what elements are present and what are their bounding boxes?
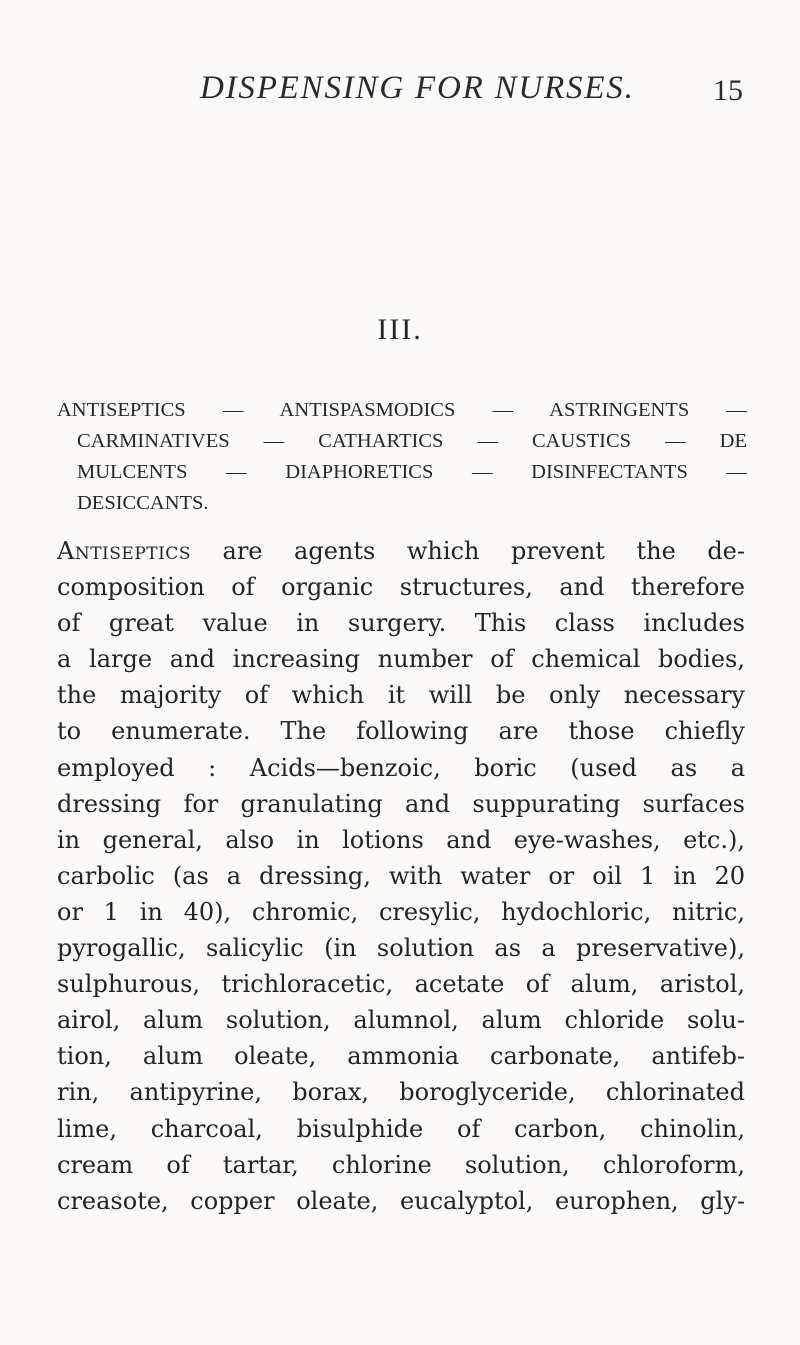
paragraph-line: lime, charcoal, bisulphide of carbon, chinolin, bbox=[57, 1114, 745, 1143]
paragraph-line: creasote, copper oleate, eucalyptol, europhen, gly- bbox=[57, 1186, 745, 1215]
chapter-summary-line: DESICCANTS. bbox=[77, 492, 209, 514]
paragraph-line: of great value in surgery. This class includes bbox=[57, 609, 745, 638]
paragraph-line: a large and increasing number of chemical bodies, bbox=[57, 645, 745, 674]
page-number: 15 bbox=[713, 74, 743, 107]
paragraph-line: pyrogallic, salicylic (in solution as a preservative), bbox=[57, 934, 745, 963]
paragraph-line: to enumerate. The following are those chiefly bbox=[57, 717, 745, 746]
paragraph-line: sulphurous, trichloracetic, acetate of alum, aristol, bbox=[57, 970, 745, 999]
chapter-number: III. bbox=[377, 313, 423, 346]
body-paragraph bbox=[57, 533, 745, 1219]
paragraph-line: carbolic (as a dressing, with water or oil 1 in 20 bbox=[57, 861, 745, 890]
paragraph-line: composition of organic structures, and therefore bbox=[57, 573, 745, 602]
paragraph-line: rin, antipyrine, borax, boroglyceride, chlorinated bbox=[57, 1078, 745, 1107]
chapter-summary-line: CARMINATIVES — CATHARTICS — CAUSTICS — DE bbox=[77, 430, 747, 452]
chapter-summary bbox=[57, 395, 747, 519]
paragraph-line: cream of tartar, chlorine solution, chloroform, bbox=[57, 1150, 745, 1179]
paragraph-line: the majority of which it will be only necessary bbox=[57, 681, 745, 710]
lead-word: Antiseptics bbox=[57, 537, 191, 565]
paragraph-line: in general, also in lotions and eye-washes, etc.), bbox=[57, 825, 745, 854]
paragraph-line: dressing for granulating and suppurating surfaces bbox=[57, 789, 745, 818]
first-line-text: are agents which prevent the de- bbox=[190, 537, 745, 565]
paragraph-first-line bbox=[57, 533, 745, 569]
chapter-summary-line: MULCENTS — DIAPHORETICS — DISINFECTANTS — bbox=[77, 461, 747, 483]
paragraph-line: or 1 in 40), chromic, cresylic, hydochloric, nitric, bbox=[57, 897, 745, 926]
paragraph-line: airol, alum solution, alumnol, alum chloride solu- bbox=[57, 1006, 745, 1035]
chapter-summary-line: ANTISEPTICS — ANTISPASMODICS — ASTRINGENTS — bbox=[57, 399, 747, 421]
paragraph-line: employed : Acids—benzoic, boric (used as a bbox=[57, 753, 745, 782]
paragraph-line: tion, alum oleate, ammonia carbonate, antifeb- bbox=[57, 1042, 745, 1071]
running-header-title: DISPENSING FOR NURSES. bbox=[200, 70, 635, 106]
